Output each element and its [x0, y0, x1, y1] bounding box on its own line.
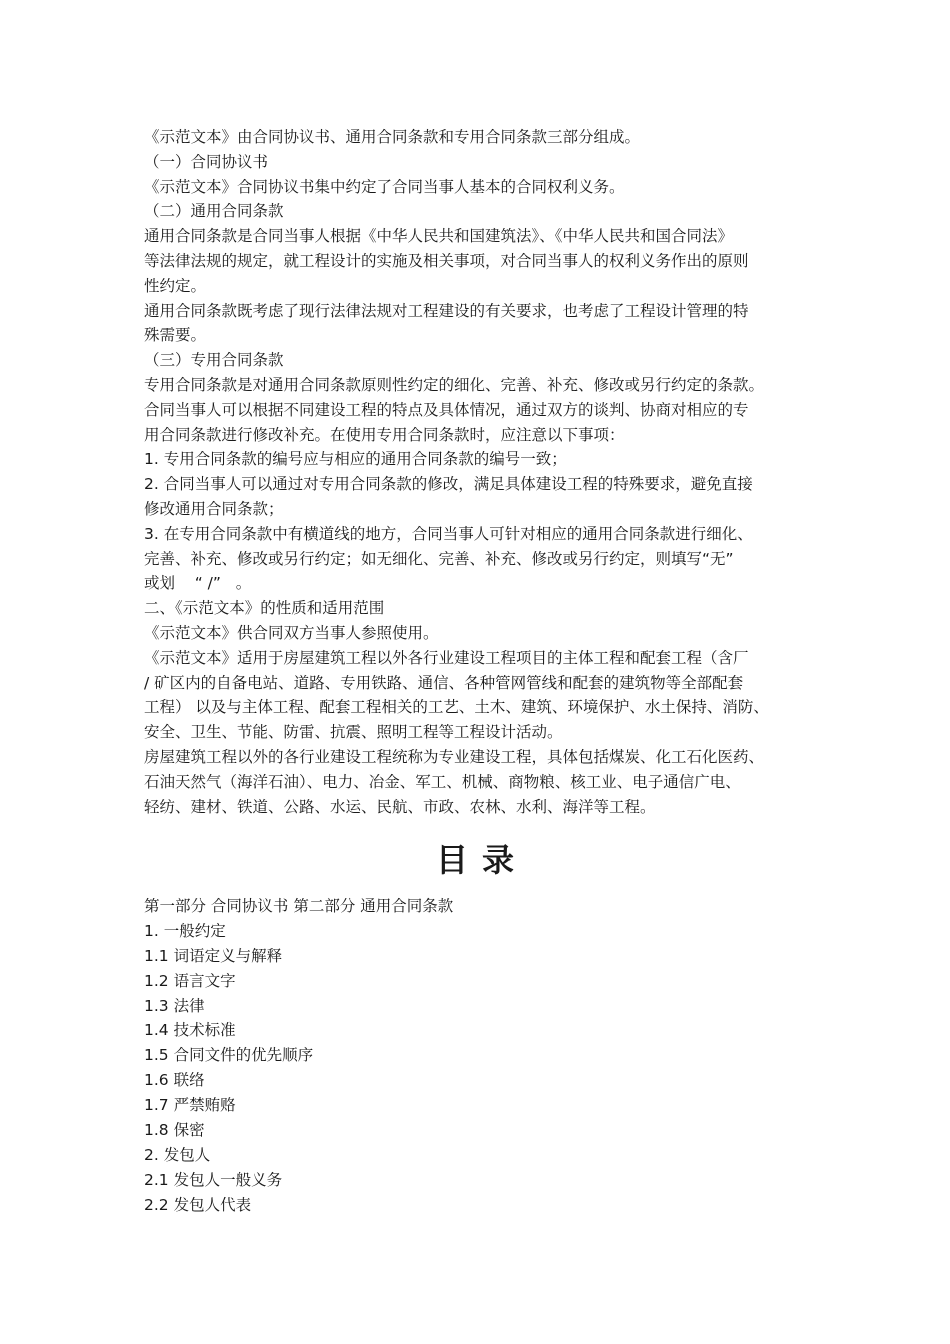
section-heading: （三）专用合同条款	[144, 351, 284, 370]
toc-item: 第一部分 合同协议书 第二部分 通用合同条款	[144, 897, 454, 915]
paragraph-line: 工程） 以及与主体工程、配套工程相关的工艺、土木、建筑、环境保护、水土保持、消防、	[144, 698, 769, 717]
paragraph-line: 殊需要。	[144, 326, 207, 345]
list-item: 3. 在专用合同条款中有横道线的地方，合同当事人可针对相应的通用合同条款进行细化、	[144, 524, 753, 543]
paragraph-line: 石油天然气（海洋石油）、电力、冶金、军工、机械、商物粮、核工业、电子通信广电、	[144, 772, 741, 791]
paragraph-line: 轻纺、建材、铁道、公路、水运、民航、市政、农林、水利、海洋等工程。	[144, 797, 656, 816]
section-heading: （一）合同协议书	[144, 152, 269, 171]
toc-item: 2.2 发包人代表	[144, 1195, 252, 1214]
section-heading: 二、《示范文本》的性质和适用范围	[144, 599, 385, 618]
toc-item: 1.1 词语定义与解释	[144, 946, 283, 965]
paragraph-line: 用合同条款进行修改补充。在使用专用合同条款时，应注意以下事项：	[144, 425, 625, 444]
section-heading: （二）通用合同条款	[144, 202, 284, 221]
paragraph-line: 房屋建筑工程以外的各行业建设工程统称为专业建设工程，具体包括煤炭、化工石化医药、	[144, 747, 765, 766]
paragraph-line: 安全、卫生、节能、防雷、抗震、照明工程等工程设计活动。	[144, 723, 563, 742]
toc-item: 1.8 保密	[144, 1121, 205, 1140]
toc-title: 目录	[435, 841, 528, 879]
toc-item: 1.3 法律	[144, 996, 205, 1015]
toc-item: 2. 发包人	[144, 1145, 211, 1164]
toc-item: 1.7 严禁贿赂	[144, 1096, 236, 1115]
paragraph-line: 性约定。	[144, 276, 207, 295]
list-item: 完善、补充、修改或另行约定；如无细化、完善、补充、修改或另行约定，则填写“无”	[144, 549, 734, 568]
toc-list	[144, 894, 814, 1218]
toc-item: 1.5 合同文件的优先顺序	[144, 1046, 314, 1065]
paragraph-line: 通用合同条款既考虑了现行法律法规对工程建设的有关要求，也考虑了工程设计管理的特	[144, 301, 749, 320]
list-item: 修改通用合同条款；	[144, 499, 284, 518]
list-item: 2. 合同当事人可以通过对专用合同条款的修改，满足具体建设工程的特殊要求，避免直接	[144, 475, 753, 494]
intro-text-block	[144, 125, 814, 819]
list-item: 或划 “ /” 。	[144, 574, 252, 593]
toc-item: 1.4 技术标准	[144, 1021, 236, 1040]
paragraph-line: 合同当事人可以根据不同建设工程的特点及具体情况，通过双方的谈判、协商对相应的专	[144, 400, 749, 419]
paragraph-line: 《示范文本》合同协议书集中约定了合同当事人基本的合同权利义务。	[144, 177, 625, 196]
list-item: 1. 专用合同条款的编号应与相应的通用合同条款的编号一致；	[144, 450, 567, 469]
paragraph-line: 《示范文本》供合同双方当事人参照使用。	[144, 623, 439, 642]
paragraph-line: 等法律法规的规定，就工程设计的实施及相关事项，对合同当事人的权利义务作出的原则	[144, 251, 749, 270]
paragraph-line: 《示范文本》适用于房屋建筑工程以外各行业建设工程项目的主体工程和配套工程（含厂	[144, 648, 749, 667]
paragraph-line: / 矿区内的自备电站、道路、专用铁路、通信、各种管网管线和配套的建筑物等全部配套	[144, 673, 744, 692]
toc-item: 1.2 语言文字	[144, 971, 236, 990]
toc-item: 1.6 联络	[144, 1071, 205, 1090]
paragraph-line: 《示范文本》由合同协议书、通用合同条款和专用合同条款三部分组成。	[144, 128, 641, 146]
toc-item: 1. 一般约定	[144, 921, 226, 940]
paragraph-line: 专用合同条款是对通用合同条款原则性约定的细化、完善、补充、修改或另行约定的条款。	[144, 375, 765, 394]
paragraph-line: 通用合同条款是合同当事人根据《中华人民共和国建筑法》、《中华人民共和国合同法》	[144, 227, 734, 246]
toc-item: 2.1 发包人一般义务	[144, 1170, 283, 1189]
